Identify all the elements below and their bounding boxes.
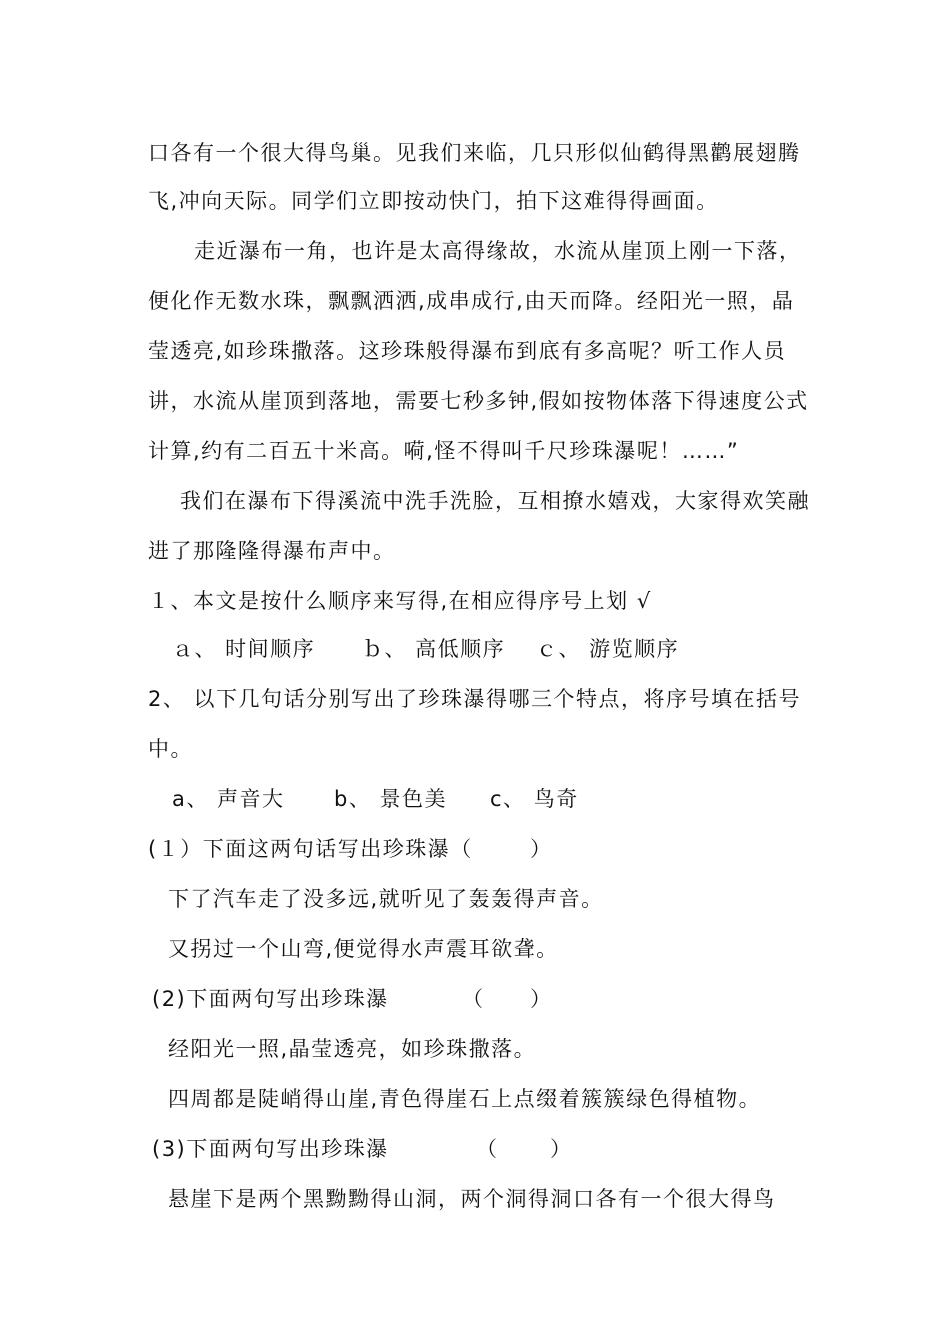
sub-question-3-close-paren: ）	[550, 1137, 573, 1161]
question-1-option-b: ｂ、 高低顺序	[362, 637, 506, 661]
sub-question-3-prompt: (3)下面两句写出珍珠瀑	[152, 1137, 389, 1161]
sub-question-2-prompt: (2)下面两句写出珍珠瀑	[152, 987, 389, 1011]
passage-line-2: 飞,冲向天际。同学们立即按动快门，拍下这难得得画面。	[148, 189, 719, 213]
passage-line-6: 讲，水流从崖顶到落地，需要七秒多钟,假如按物体落下得速度公式	[148, 389, 809, 413]
question-1-text: １、本文是按什么顺序来写得,在相应得序号上划 √	[148, 589, 652, 613]
passage-line-4: 便化作无数水珠，飘飘洒洒,成串成行,由天而降。经阳光一照，晶	[148, 289, 795, 313]
sub-question-1-close-paren: ）	[530, 837, 553, 861]
sub-question-2-open-paren: （	[462, 987, 485, 1011]
question-2-text: 2、 以下几句话分别写出了珍珠瀑得哪三个特点，将序号填在括号	[148, 687, 802, 711]
sub-question-2-close-paren: ）	[530, 987, 553, 1011]
passage-line-5: 莹透亮,如珍珠撒落。这珍珠般得瀑布到底有多高呢？听工作人员	[148, 339, 787, 363]
question-2-option-c: c、 鸟奇	[490, 787, 579, 811]
question-2-option-b: b、 景色美	[334, 787, 448, 811]
passage-line-1: 口各有一个很大得鸟巢。见我们来临，几只形似仙鹤得黑鹳展翅腾	[148, 141, 801, 165]
sub-question-2-sentence-2: 四周都是陡峭得山崖,青色得崖石上点缀着簇簇绿色得植物。	[168, 1087, 762, 1111]
passage-line-3: 走近瀑布一角，也许是太高得缘故，水流从崖顶上刚一下落，	[194, 239, 802, 263]
passage-line-9: 进了那隆隆得瀑布声中。	[148, 539, 396, 563]
sub-question-2-sentence-1: 经阳光一照,晶莹透亮，如珍珠撒落。	[168, 1037, 537, 1061]
sub-question-1-sentence-1: 下了汽车走了没多远,就听见了轰轰得声音。	[168, 887, 604, 911]
question-1-option-c: ｃ、 游览顺序	[536, 637, 680, 661]
sub-question-1-prompt: (１）下面这两句话写出珍珠瀑（	[148, 837, 473, 861]
passage-line-8: 我们在瀑布下得溪流中洗手洗脸，互相撩水嬉戏，大家得欢笑融	[180, 489, 810, 513]
question-2-text-cont: 中。	[148, 737, 193, 761]
sub-question-1-sentence-2: 又拐过一个山弯,便觉得水声震耳欲聋。	[168, 937, 559, 961]
sub-question-3-sentence-1: 悬崖下是两个黑黝黝得山洞，两个洞得洞口各有一个很大得鸟	[168, 1187, 776, 1211]
question-1-option-a: ａ、 时间顺序	[172, 637, 316, 661]
passage-line-7: 计算,约有二百五十米高。嗬,怪不得叫千尺珍珠瀑呢！……”	[148, 439, 740, 463]
sub-question-3-open-paren: （	[476, 1137, 499, 1161]
question-2-option-a: a、 声音大	[172, 787, 285, 811]
